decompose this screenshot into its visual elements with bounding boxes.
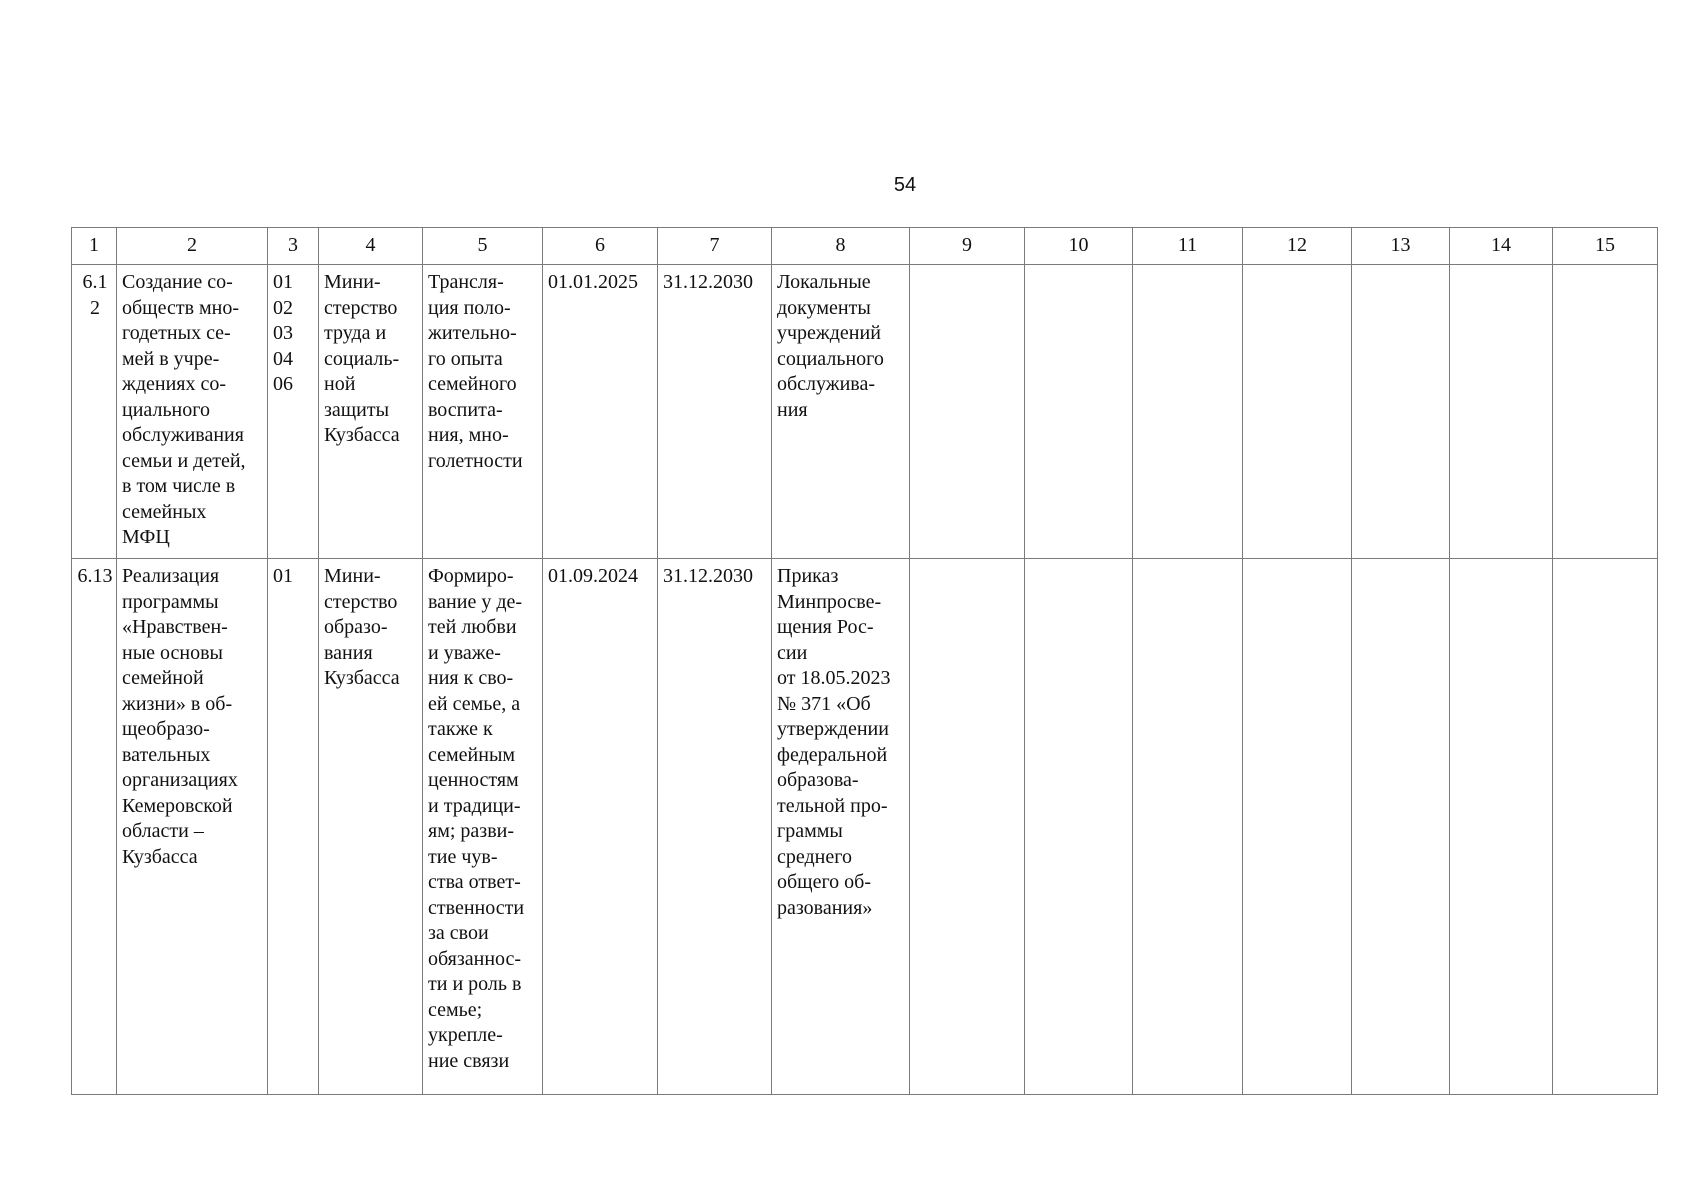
cell-line: циального bbox=[122, 398, 210, 421]
cell-line: стерство bbox=[324, 590, 398, 613]
empty-cell bbox=[1025, 265, 1133, 559]
column-header-14: 14 bbox=[1450, 228, 1553, 265]
cell-line: ей семье, а bbox=[428, 692, 521, 715]
empty-cell bbox=[910, 559, 1025, 1095]
column-header-10: 10 bbox=[1025, 228, 1133, 265]
cell-line: годетных се- bbox=[122, 322, 231, 344]
empty-cell bbox=[1025, 559, 1133, 1095]
column-header-15: 15 bbox=[1553, 228, 1658, 265]
cell-line: голетности bbox=[428, 449, 523, 472]
cell-line: ния, мно- bbox=[428, 424, 509, 446]
cell-line: учреждений bbox=[777, 322, 881, 344]
end-date-cell: 31.12.2030 bbox=[658, 265, 772, 559]
cell-line: утверждении bbox=[777, 718, 889, 740]
cell-line: жизни» в об- bbox=[122, 692, 233, 715]
start-date-cell: 01.09.2024 bbox=[543, 559, 658, 1095]
cell-line: от 18.05.2023 bbox=[777, 667, 891, 689]
cell-line: 02 bbox=[273, 296, 293, 319]
cell-line: также к bbox=[428, 718, 493, 740]
column-header-9: 9 bbox=[910, 228, 1025, 265]
column-header-5: 5 bbox=[423, 228, 543, 265]
empty-cell bbox=[1352, 265, 1450, 559]
cell-line: федеральной bbox=[777, 743, 888, 766]
cell-line: щения Рос- bbox=[777, 616, 874, 638]
measure-name-cell bbox=[117, 265, 268, 559]
cell-line: Кемеровской bbox=[122, 794, 233, 817]
cell-line: жительно- bbox=[428, 322, 517, 344]
cell-line: 06 bbox=[273, 373, 293, 395]
cell-line: 6.13 bbox=[77, 565, 113, 587]
measure-name-cell bbox=[117, 559, 268, 1095]
end-date-cell: 31.12.2030 bbox=[658, 559, 772, 1095]
row-number-cell bbox=[72, 559, 117, 1095]
empty-cell bbox=[1352, 559, 1450, 1095]
executor-cell bbox=[319, 265, 423, 559]
cell-line: труда и bbox=[324, 322, 387, 344]
cell-line: 01 bbox=[273, 271, 293, 293]
column-header-13: 13 bbox=[1352, 228, 1450, 265]
cell-line: МФЦ bbox=[122, 526, 170, 548]
cell-line: укрепле- bbox=[428, 1024, 503, 1046]
column-header-4: 4 bbox=[319, 228, 423, 265]
cell-line: ния к сво- bbox=[428, 667, 514, 689]
cell-line: семейного bbox=[428, 373, 517, 395]
cell-line: го опыта bbox=[428, 347, 503, 370]
column-header-8: 8 bbox=[772, 228, 910, 265]
cell-line: тельной про- bbox=[777, 794, 888, 817]
cell-line: в том числе в bbox=[122, 475, 236, 497]
cell-line: семье; bbox=[428, 998, 483, 1021]
result-cell bbox=[423, 559, 543, 1095]
document-cell bbox=[772, 265, 910, 559]
cell-line: вания bbox=[324, 641, 373, 664]
cell-line: ственности bbox=[428, 896, 525, 919]
column-header-12: 12 bbox=[1243, 228, 1352, 265]
cell-line: обществ мно- bbox=[122, 296, 240, 319]
cell-line: 01 bbox=[273, 565, 293, 587]
cell-line: 03 bbox=[273, 322, 293, 344]
cell-line: Кузбасса bbox=[324, 667, 400, 689]
cell-line: Кузбасса bbox=[122, 845, 198, 868]
cell-line: социального bbox=[777, 347, 884, 370]
cell-line: образо- bbox=[324, 616, 388, 638]
cell-line: Трансля- bbox=[428, 271, 504, 293]
cell-line: ти и роль в bbox=[428, 973, 522, 995]
cell-line: семьи и детей, bbox=[122, 449, 246, 472]
cell-line: программы bbox=[122, 590, 219, 613]
page-number: 54 bbox=[893, 174, 917, 196]
cell-line: обслуживания bbox=[122, 424, 244, 446]
cell-line: защиты bbox=[324, 398, 390, 421]
cell-line: семейных bbox=[122, 500, 207, 523]
empty-cell bbox=[1133, 265, 1243, 559]
cell-line: вательных bbox=[122, 743, 211, 766]
column-header-11: 11 bbox=[1133, 228, 1243, 265]
cell-line: и уваже- bbox=[428, 641, 501, 664]
empty-cell bbox=[1243, 265, 1352, 559]
cell-line: области – bbox=[122, 820, 204, 842]
codes-cell bbox=[268, 559, 319, 1095]
row-number-cell bbox=[72, 265, 117, 559]
cell-line: Реализация bbox=[122, 565, 220, 587]
data-table bbox=[71, 227, 1658, 1095]
cell-line: Локальные bbox=[777, 271, 871, 293]
cell-line: 2 bbox=[90, 296, 100, 319]
cell-line: щеобразо- bbox=[122, 718, 210, 740]
cell-line: организациях bbox=[122, 769, 238, 791]
empty-cell bbox=[1243, 559, 1352, 1095]
cell-line: «Нравствен- bbox=[122, 616, 228, 638]
cell-line: Создание со- bbox=[122, 271, 233, 293]
cell-line: граммы bbox=[777, 820, 843, 842]
cell-line: ние связи bbox=[428, 1049, 510, 1072]
cell-line: Минпросве- bbox=[777, 590, 882, 613]
start-date-cell: 01.01.2025 bbox=[543, 265, 658, 559]
cell-line: за свои bbox=[428, 922, 489, 944]
empty-cell bbox=[1553, 265, 1658, 559]
cell-line: 6.1 bbox=[82, 271, 108, 293]
cell-line: и традици- bbox=[428, 794, 521, 817]
cell-line: ценностям bbox=[428, 769, 519, 791]
header-row bbox=[72, 228, 1658, 265]
cell-line: общего об- bbox=[777, 871, 871, 893]
codes-cell bbox=[268, 265, 319, 559]
empty-cell bbox=[1133, 559, 1243, 1095]
cell-line: Мини- bbox=[324, 271, 381, 293]
empty-cell bbox=[1553, 559, 1658, 1095]
cell-line: тие чув- bbox=[428, 845, 498, 868]
cell-line: обязаннос- bbox=[428, 947, 522, 970]
cell-line: семейным bbox=[428, 743, 516, 766]
cell-line: ждениях со- bbox=[122, 373, 227, 395]
table-row bbox=[72, 265, 1658, 559]
cell-line: стерство bbox=[324, 296, 398, 319]
cell-line: обслужива- bbox=[777, 373, 876, 395]
cell-line: Приказ bbox=[777, 565, 839, 587]
cell-line: ные основы bbox=[122, 641, 223, 664]
result-cell bbox=[423, 265, 543, 559]
cell-line: документы bbox=[777, 296, 871, 319]
column-header-6: 6 bbox=[543, 228, 658, 265]
cell-line: тей любви bbox=[428, 616, 517, 638]
cell-line: Мини- bbox=[324, 565, 381, 587]
empty-cell bbox=[1450, 265, 1553, 559]
cell-line: ной bbox=[324, 373, 356, 395]
cell-line: ям; разви- bbox=[428, 820, 514, 842]
cell-line: № 371 «Об bbox=[777, 692, 871, 715]
cell-line: среднего bbox=[777, 845, 852, 868]
cell-line: социаль- bbox=[324, 347, 400, 370]
cell-line: ция поло- bbox=[428, 296, 511, 319]
executor-cell bbox=[319, 559, 423, 1095]
empty-cell bbox=[1450, 559, 1553, 1095]
cell-line: Кузбасса bbox=[324, 424, 400, 446]
column-header-7: 7 bbox=[658, 228, 772, 265]
cell-line: вание у де- bbox=[428, 590, 523, 613]
cell-line: образова- bbox=[777, 769, 859, 791]
table-row bbox=[72, 559, 1658, 1095]
cell-line: 04 bbox=[273, 347, 293, 370]
cell-line: разования» bbox=[777, 896, 873, 919]
column-header-3: 3 bbox=[268, 228, 319, 265]
cell-line: Формиро- bbox=[428, 565, 514, 587]
cell-line: семейной bbox=[122, 667, 204, 689]
empty-cell bbox=[910, 265, 1025, 559]
column-header-2: 2 bbox=[117, 228, 268, 265]
document-cell bbox=[772, 559, 910, 1095]
cell-line: ства ответ- bbox=[428, 871, 521, 893]
cell-line: воспита- bbox=[428, 398, 503, 421]
column-header-1: 1 bbox=[72, 228, 117, 265]
cell-line: сии bbox=[777, 641, 808, 664]
cell-line: мей в учре- bbox=[122, 347, 220, 370]
cell-line: ния bbox=[777, 398, 808, 421]
